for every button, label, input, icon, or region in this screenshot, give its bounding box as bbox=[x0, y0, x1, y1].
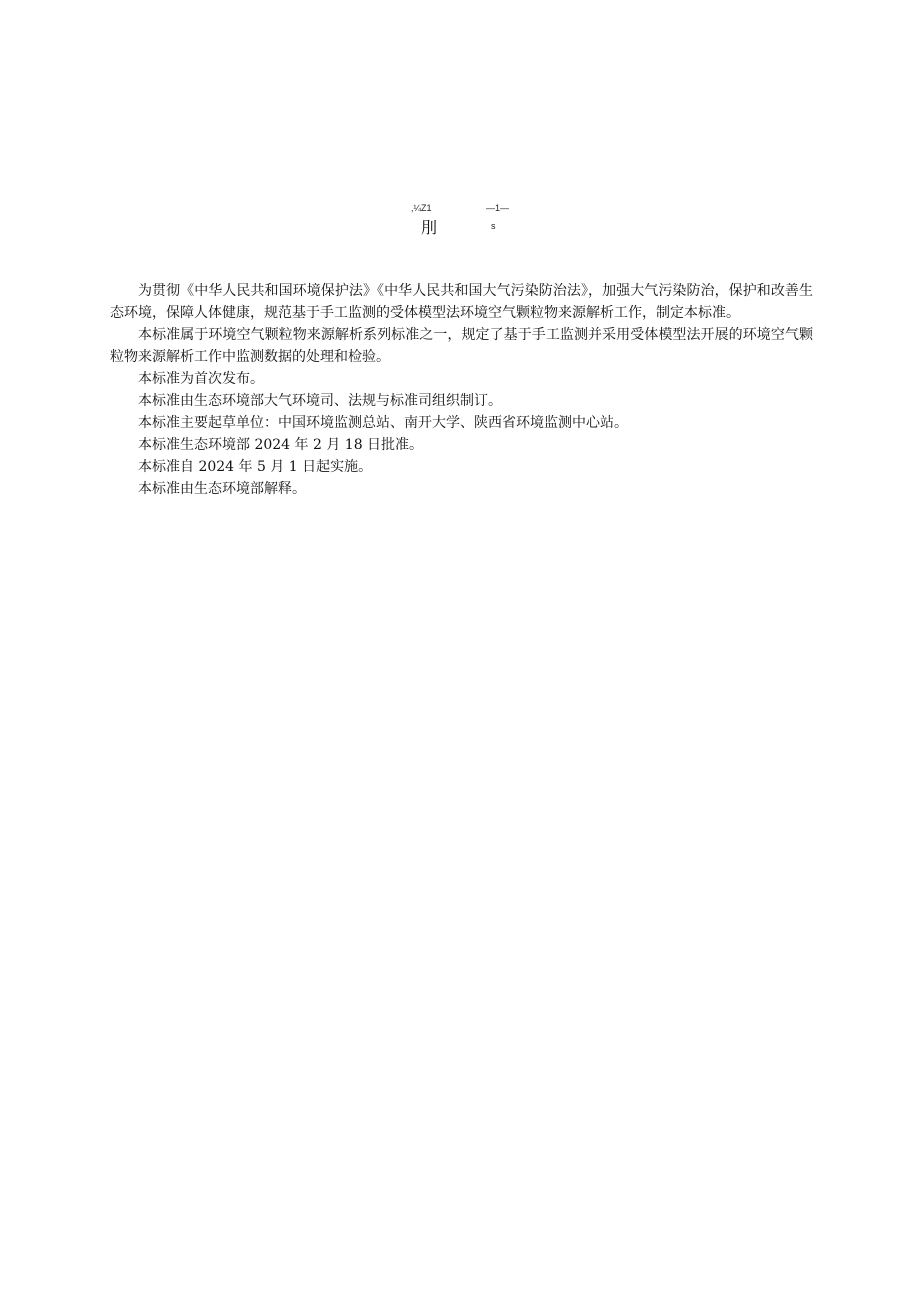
paragraph-first-release: 本标准为首次发布。 bbox=[138, 371, 264, 387]
heading-main-char: 刖 bbox=[421, 218, 438, 237]
foreword-heading bbox=[0, 203, 920, 243]
paragraph-approval-date: 本标准生态环境部 2024 年 2 月 18 日批准。 bbox=[138, 437, 424, 453]
paragraph-effective-date: 本标准自 2024 年 5 月 1 日起实施。 bbox=[138, 459, 373, 475]
heading-fragment-sub: s bbox=[491, 221, 496, 231]
heading-fragment-left: ,¼Z1 bbox=[411, 203, 432, 213]
paragraph-drafting-units: 本标准主要起草单位：中国环境监测总站、南开大学、陕西省环境监测中心站。 bbox=[138, 415, 628, 431]
paragraph-organizer: 本标准由生态环境部大气环境司、法规与标准司组织制订。 bbox=[138, 393, 502, 409]
paragraph-purpose: 为贯彻《中华人民共和国环境保护法》《中华人民共和国大气污染防治法》，加强大气污染防治，保护和改善生态环境，保障人体健康，规范基于手工监测的受体模型法环境空气颗粒物来源解析工作，制定本标准。 bbox=[110, 283, 813, 321]
foreword-body bbox=[110, 280, 813, 500]
heading-fragment-right: —1— bbox=[486, 203, 510, 213]
paragraph-interpretation: 本标准由生态环境部解释。 bbox=[138, 481, 306, 497]
paragraph-scope: 本标准属于环境空气颗粒物来源解析系列标准之一，规定了基于手工监测并采用受体模型法开展的环境空气颗粒物来源解析工作中监测数据的处理和检验。 bbox=[110, 327, 813, 365]
